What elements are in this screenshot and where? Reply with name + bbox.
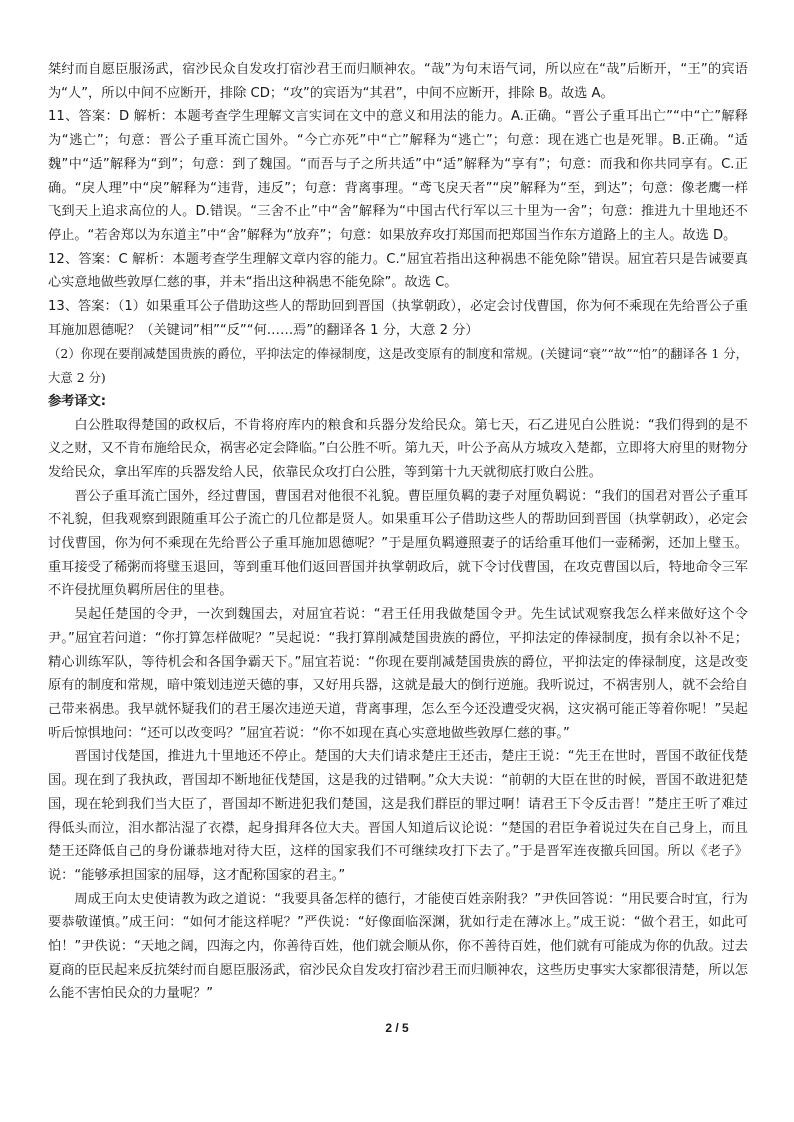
translation-heading: 参考译文: [48, 393, 107, 409]
translation-paragraph-1: 白公胜取得楚国的政权后，不肯将府库内的粮食和兵器分发给民众。第七天，石乙进见白公胜说：“我们得到的是不义之财，又不肯布施给民众，祸害必定会降临。”白公胜不听。第九天，叶公予高从方城攻入楚都，立即将大府里的财物分发给民众，拿出军库的兵器发给人民，依靠民众攻打白公胜，等到第十九天就彻底打败白公胜。 [48, 417, 748, 480]
translation-paragraph-2: 晋公子重耳流亡国外，经过曹国，曹国君对他很不礼貌。曹臣厘负羁的妻子对厘负羁说：“我们的国君对晋公子重耳不礼貌，但我观察到跟随重耳公子流亡的几位都是贤人。如果重耳公子借助这些人的帮助回到晋国（执掌朝政），必定会讨伐曹国，你为何不乘现在先给晋公子重耳施加恩德呢？”于是厘负羁遵照妻子的话给重耳他们一壶稀粥，还加上璧玉。重耳接受了稀粥而将璧玉退回，等到重耳他们返回晋国并执掌朝政后，就下令讨伐曹国，在攻克曹国以后，特地命令三军不许侵扰厘负羁所居住的里巷。 [48, 488, 748, 599]
answer-13-part-2: （2）你现在要削减楚国贵族的爵位，平抑法定的俸禄制度，这是改变原有的制度和常规。(关键词“衰”“故”“怕”的翻译各 1 分，大意 2 分) [48, 346, 748, 386]
answer-13-part-1: 13、答案：（1）如果重耳公子借助这些人的帮助回到晋国（执掌朝政），必定会讨伐曹国，你为何不乘现在先给晋公子重耳施加恩德呢？（关键词”相”“反”“何……焉”的翻译各 1 分，大意 2 分） [48, 299, 748, 338]
page-content [48, 58, 748, 1006]
page-number: 2 / 5 [385, 1021, 409, 1035]
translation-paragraph-3: 吴起任楚国的令尹，一次到魏国去，对屈宜若说：“君王任用我做楚国令尹。先生试试观察我怎么样来做好这个令尹。”屈宜若问道：“你打算怎样做呢？”吴起说：“我打算削减楚国贵族的爵位，平抑法定的俸禄制度，损有余以补不足；精心训练军队，等待机会和各国争霸天下。”屈宜若说：“你现在要削减楚国贵族的爵位，平抑法定的俸禄制度，这是改变原有的制度和常规，暗中策划违逆天德的事，又好用兵器，这就是最大的倒行逆施。我听说过，不祸害别人，就不会给自己带来祸患。我早就怀疑我们的君王屡次违逆天道，背离事理，怎么至今还没遭受灾祸，这灾祸可能正等着你呢！”吴起听后惊惧地问：“还可以改变吗？”屈宜若说：“你不如现在真心实意地做些敦厚仁慈的事。” [48, 607, 748, 741]
answer-12: 12、答案：C 解析：本题考查学生理解文章内容的能力。C.“屈宜若指出这种祸患不能免除”错误。屈宜若只是告诫要真心实意地做些敦厚仁慈的事，并未“指出这种祸患不能免除”。故选 C。 [48, 251, 748, 291]
translation-paragraph-4: 晋国讨伐楚国，推进九十里地还不停止。楚国的大夫们请求楚庄王还击，楚庄王说：“先王在世时，晋国不敢征伐楚国。现在到了我执政，晋国却不断地征伐楚国，这是我的过错啊。”众大夫说：“前朝的大臣在世的时候，晋国不敢进犯楚国，现在轮到我们当大臣了，晋国却不断进犯我们楚国，这是我们群臣的罪过啊！请君王下令反击晋！”楚庄王听了难过得低头而泣，泪水都沾湿了衣襟，起身揖拜各位大夫。晋国人知道后议论说：“楚国的君臣争着说过失在自己身上，而且楚王还降低自己的身份谦恭地对待大臣，这样的国家我们不可继续攻打下去了。”于是晋军连夜撤兵回国。所以《老子》说：“能够承担国家的屈辱，这才配称国家的君主。” [48, 749, 748, 883]
answer-10-continuation: 桀纣而自愿臣服汤武，宿沙民众自发攻打宿沙君王而归顺神农。“哉”为句末语气词，所以应在“哉”后断开，“王”的宾语为“人”，所以中间不应断开，排除 CD；“攻”的宾语为“其君”，中间不应断开，排除 B。故选 A。 [48, 62, 748, 101]
translation-paragraph-5: 周成王向太史使请教为政之道说：“我要具备怎样的德行，才能使百姓亲附我？”尹佚回答说：“用民要合时宜，行为要恭敬谨慎。”成王问：“如何才能这样呢？”严佚说：“好像面临深渊，犹如行走在薄冰上。”成王说：“做个君王，如此可怕！”尹佚说：“天地之阔，四海之内，你善待百姓，他们就会顺从你，你不善待百姓，他们就有可能成为你的仇敌。过去夏商的臣民起来反抗桀纣而自愿臣服汤武，宿沙民众自发攻打宿沙君王而归顺神农，这些历史事实大家都很清楚，所以怎么能不害怕民众的力量呢？” [48, 891, 748, 1002]
answer-11: 11、答案：D 解析：本题考查学生理解文言实词在文中的意义和用法的能力。A.正确。“晋公子重耳出亡”“中“亡”解释为“逃亡”；句意：晋公子重耳流亡国外。“今亡亦死”中“亡”解释为“逃亡”；句意：现在逃亡也是死罪。B.正确。“适魏”中“适”解释为“到”；句意：到了魏国。“而吾与子之所共适”中“适”解释为“享有”；句意：而我和你共同享有。C.正确。“戾人理”中“戾”解释为“违背，违反”；句意：背离事理。“鸢飞戾天者”“戾”解释为“至，到达”；句意：像老鹰一样飞到天上追求高位的人。D.错误。“三舍不止”中“舍”解释为“中国古代行军以三十里为一舍”；句意：推进九十里地还不停止。“若舍郑以为东道主”中“舍”解释为“放弃”；句意：如果放弃攻打郑国而把郑国当作东方道路上的主人。故选 D。 [48, 109, 748, 243]
